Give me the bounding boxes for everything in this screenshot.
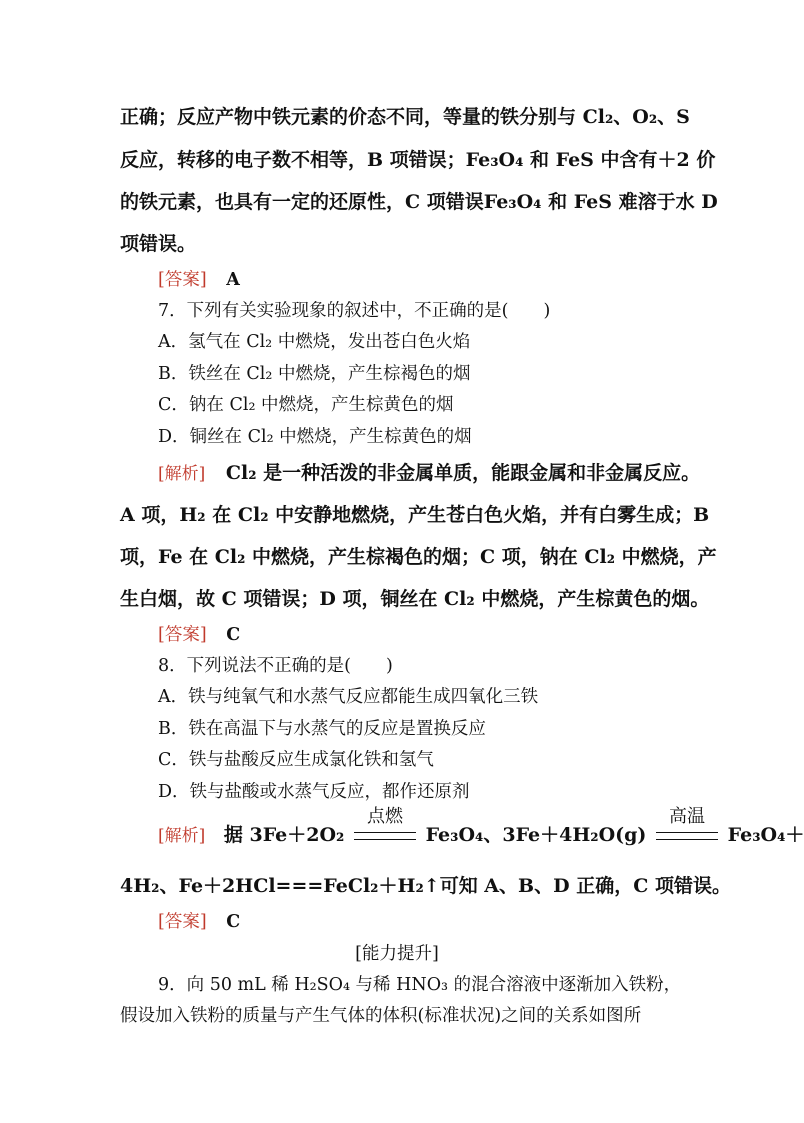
analysis-text: Cl₂ 是一种活泼的非金属单质，能跟金属和非金属反应。 xyxy=(225,462,701,484)
option-c: C．钠在 Cl₂ 中燃烧，产生棕黄色的烟 xyxy=(158,395,454,415)
section-title: [能力提升] xyxy=(355,944,439,964)
answer-value: A xyxy=(226,270,240,290)
question-9: 9．向 50 mL 稀 H₂SO₄ 与稀 HNO₃ 的混合溶液中逐渐加入铁粉， xyxy=(158,975,682,995)
equals-arrow xyxy=(354,832,416,840)
option-c: C．铁与盐酸反应生成氯化铁和氢气 xyxy=(158,750,434,770)
answer-line xyxy=(158,621,240,646)
analysis-line: 生白烟，故 C 项错误；D 项，铜丝在 Cl₂ 中燃烧，产生棕黄色的烟。 xyxy=(120,588,710,610)
analysis-text: Fe₃O₄、3Fe＋4H₂O(g) xyxy=(425,824,647,846)
question-7: 7．下列有关实验现象的叙述中，不正确的是( ) xyxy=(158,301,551,321)
question-9-cont: 假设加入铁粉的质量与产生气体的体积(标准状况)之间的关系如图所 xyxy=(120,1006,642,1026)
option-b: B．铁在高温下与水蒸气的反应是置换反应 xyxy=(158,719,486,739)
analysis-line: 反应，转移的电子数不相等，B 项错误；Fe₃O₄ 和 FeS 中含有＋2 价 xyxy=(120,149,716,171)
equals-arrow xyxy=(656,832,718,840)
answer-value: C xyxy=(226,625,241,645)
answer-line xyxy=(158,908,240,933)
analysis-line: A 项，H₂ 在 Cl₂ 中安静地燃烧，产生苍白色火焰，并有白雾生成；B xyxy=(120,504,710,526)
analysis-line xyxy=(158,806,804,847)
answer-label: [答案] xyxy=(158,625,207,645)
analysis-line xyxy=(158,458,700,485)
reaction-condition: 高温 xyxy=(669,806,706,827)
analysis-line: 正确；反应产物中铁元素的价态不同，等量的铁分别与 Cl₂、O₂、S xyxy=(120,106,690,128)
analysis-line: 的铁元素，也具有一定的还原性，C 项错误Fe₃O₄ 和 FeS 难溶于水 D xyxy=(120,191,718,213)
question-8: 8．下列说法不正确的是( ) xyxy=(158,656,393,676)
analysis-label: [解析] xyxy=(158,464,206,484)
option-b: B．铁丝在 Cl₂ 中燃烧，产生棕褐色的烟 xyxy=(158,364,471,384)
analysis-line: 4H₂、Fe＋2HCl===FeCl₂＋H₂↑可知 A、B、D 正确，C 项错误。 xyxy=(120,875,731,897)
analysis-label: [解析] xyxy=(158,826,206,846)
option-d: D．铜丝在 Cl₂ 中燃烧，产生棕黄色的烟 xyxy=(158,427,472,447)
answer-label: [答案] xyxy=(158,912,207,932)
reaction-arrow xyxy=(653,806,721,846)
reaction-condition: 点燃 xyxy=(366,806,403,827)
analysis-text: Fe₃O₄＋ xyxy=(727,824,804,846)
answer-value: C xyxy=(226,912,241,932)
option-d: D．铁与盐酸或水蒸气反应，都作还原剂 xyxy=(158,782,470,802)
analysis-line: 项错误。 xyxy=(120,233,197,255)
answer-label: [答案] xyxy=(158,270,207,290)
answer-line xyxy=(158,266,240,291)
reaction-arrow xyxy=(351,806,419,846)
analysis-text: 据 3Fe＋2O₂ xyxy=(223,824,345,846)
option-a: A．铁与纯氧气和水蒸气反应都能生成四氧化三铁 xyxy=(158,687,539,707)
option-a: A．氢气在 Cl₂ 中燃烧，发出苍白色火焰 xyxy=(158,332,471,352)
analysis-line: 项，Fe 在 Cl₂ 中燃烧，产生棕褐色的烟；C 项，钠在 Cl₂ 中燃烧，产 xyxy=(120,546,717,568)
